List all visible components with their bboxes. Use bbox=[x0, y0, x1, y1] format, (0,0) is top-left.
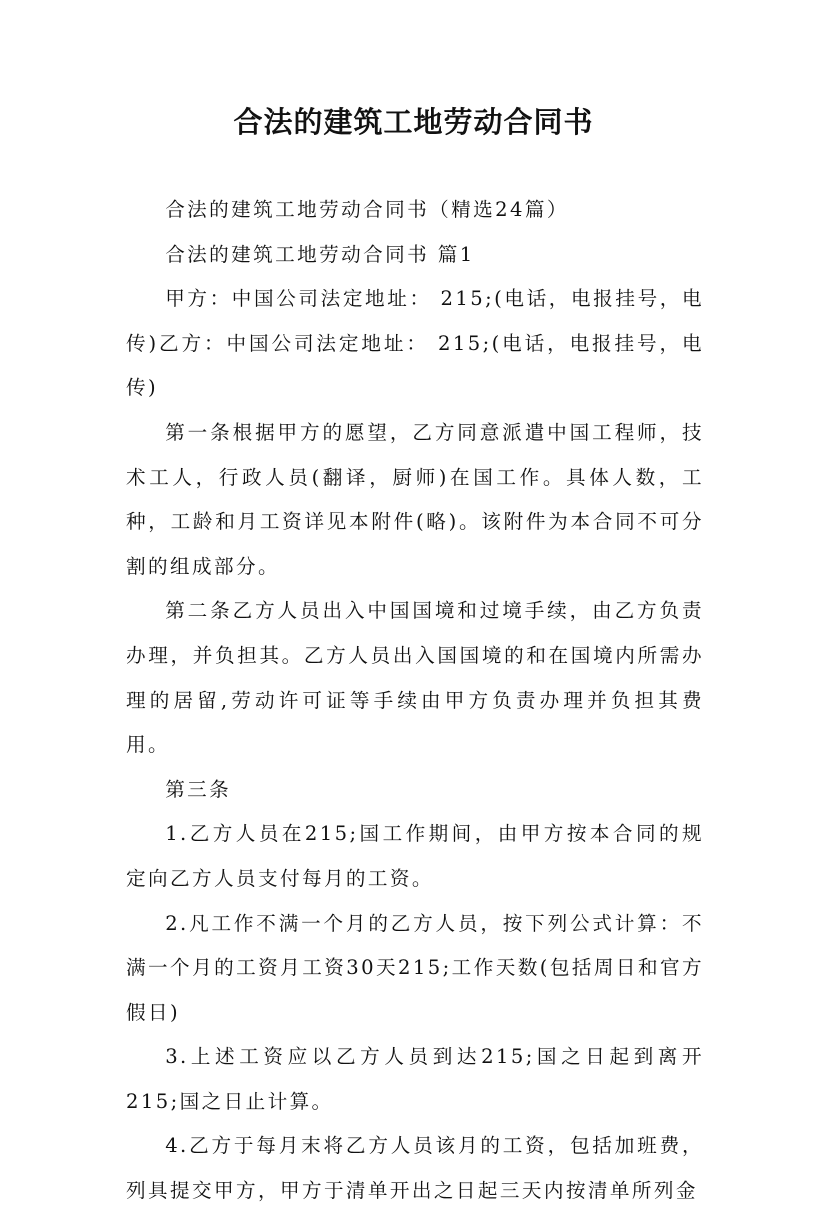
article-3-clause-4: 4.乙方于每月末将乙方人员该月的工资，包括加班费，列具提交甲方，甲方于清单开出之日起三天内按清单所列金 bbox=[126, 1134, 704, 1203]
document-body bbox=[126, 188, 704, 1214]
article-3-heading: 第三条 bbox=[165, 777, 232, 801]
article-2-paragraph: 第二条乙方人员出入中国国境和过境手续，由乙方负责办理，并负担其。乙方人员出入国国境的和在国境内所需办理的居留,劳动许可证等手续由甲方负责办理并负担其费用。 bbox=[126, 599, 704, 757]
article-3-clause-1: 1.乙方人员在215;国工作期间，由甲方按本合同的规定向乙方人员支付每月的工资。 bbox=[126, 822, 704, 890]
subtitle-paragraph: 合法的建筑工地劳动合同书（精选24篇） bbox=[165, 198, 569, 221]
section-heading: 合法的建筑工地劳动合同书 篇1 bbox=[165, 242, 475, 266]
document-title: 合法的建筑工地劳动合同书 bbox=[233, 105, 594, 139]
article-1-paragraph: 第一条根据甲方的愿望，乙方同意派遣中国工程师，技术工人，行政人员(翻译，厨师)在国工作。具体人数，工种，工龄和月工资详见本附件(略)。该附件为本合同不可分割的组成部分。 bbox=[126, 420, 704, 578]
article-3-clause-3: 3.上述工资应以乙方人员到达215;国之日起到离开215;国之日止计算。 bbox=[126, 1045, 704, 1113]
parties-paragraph: 甲方：中国公司法定地址： 215;(电话，电报挂号，电传)乙方：中国公司法定地址： 215;(电话，电报挂号，电传) bbox=[126, 287, 704, 400]
article-3-clause-2: 2.凡工作不满一个月的乙方人员，按下列公式计算：不满一个月的工资月工资30天215;工作天数(包括周日和官方假日) bbox=[126, 911, 704, 1024]
